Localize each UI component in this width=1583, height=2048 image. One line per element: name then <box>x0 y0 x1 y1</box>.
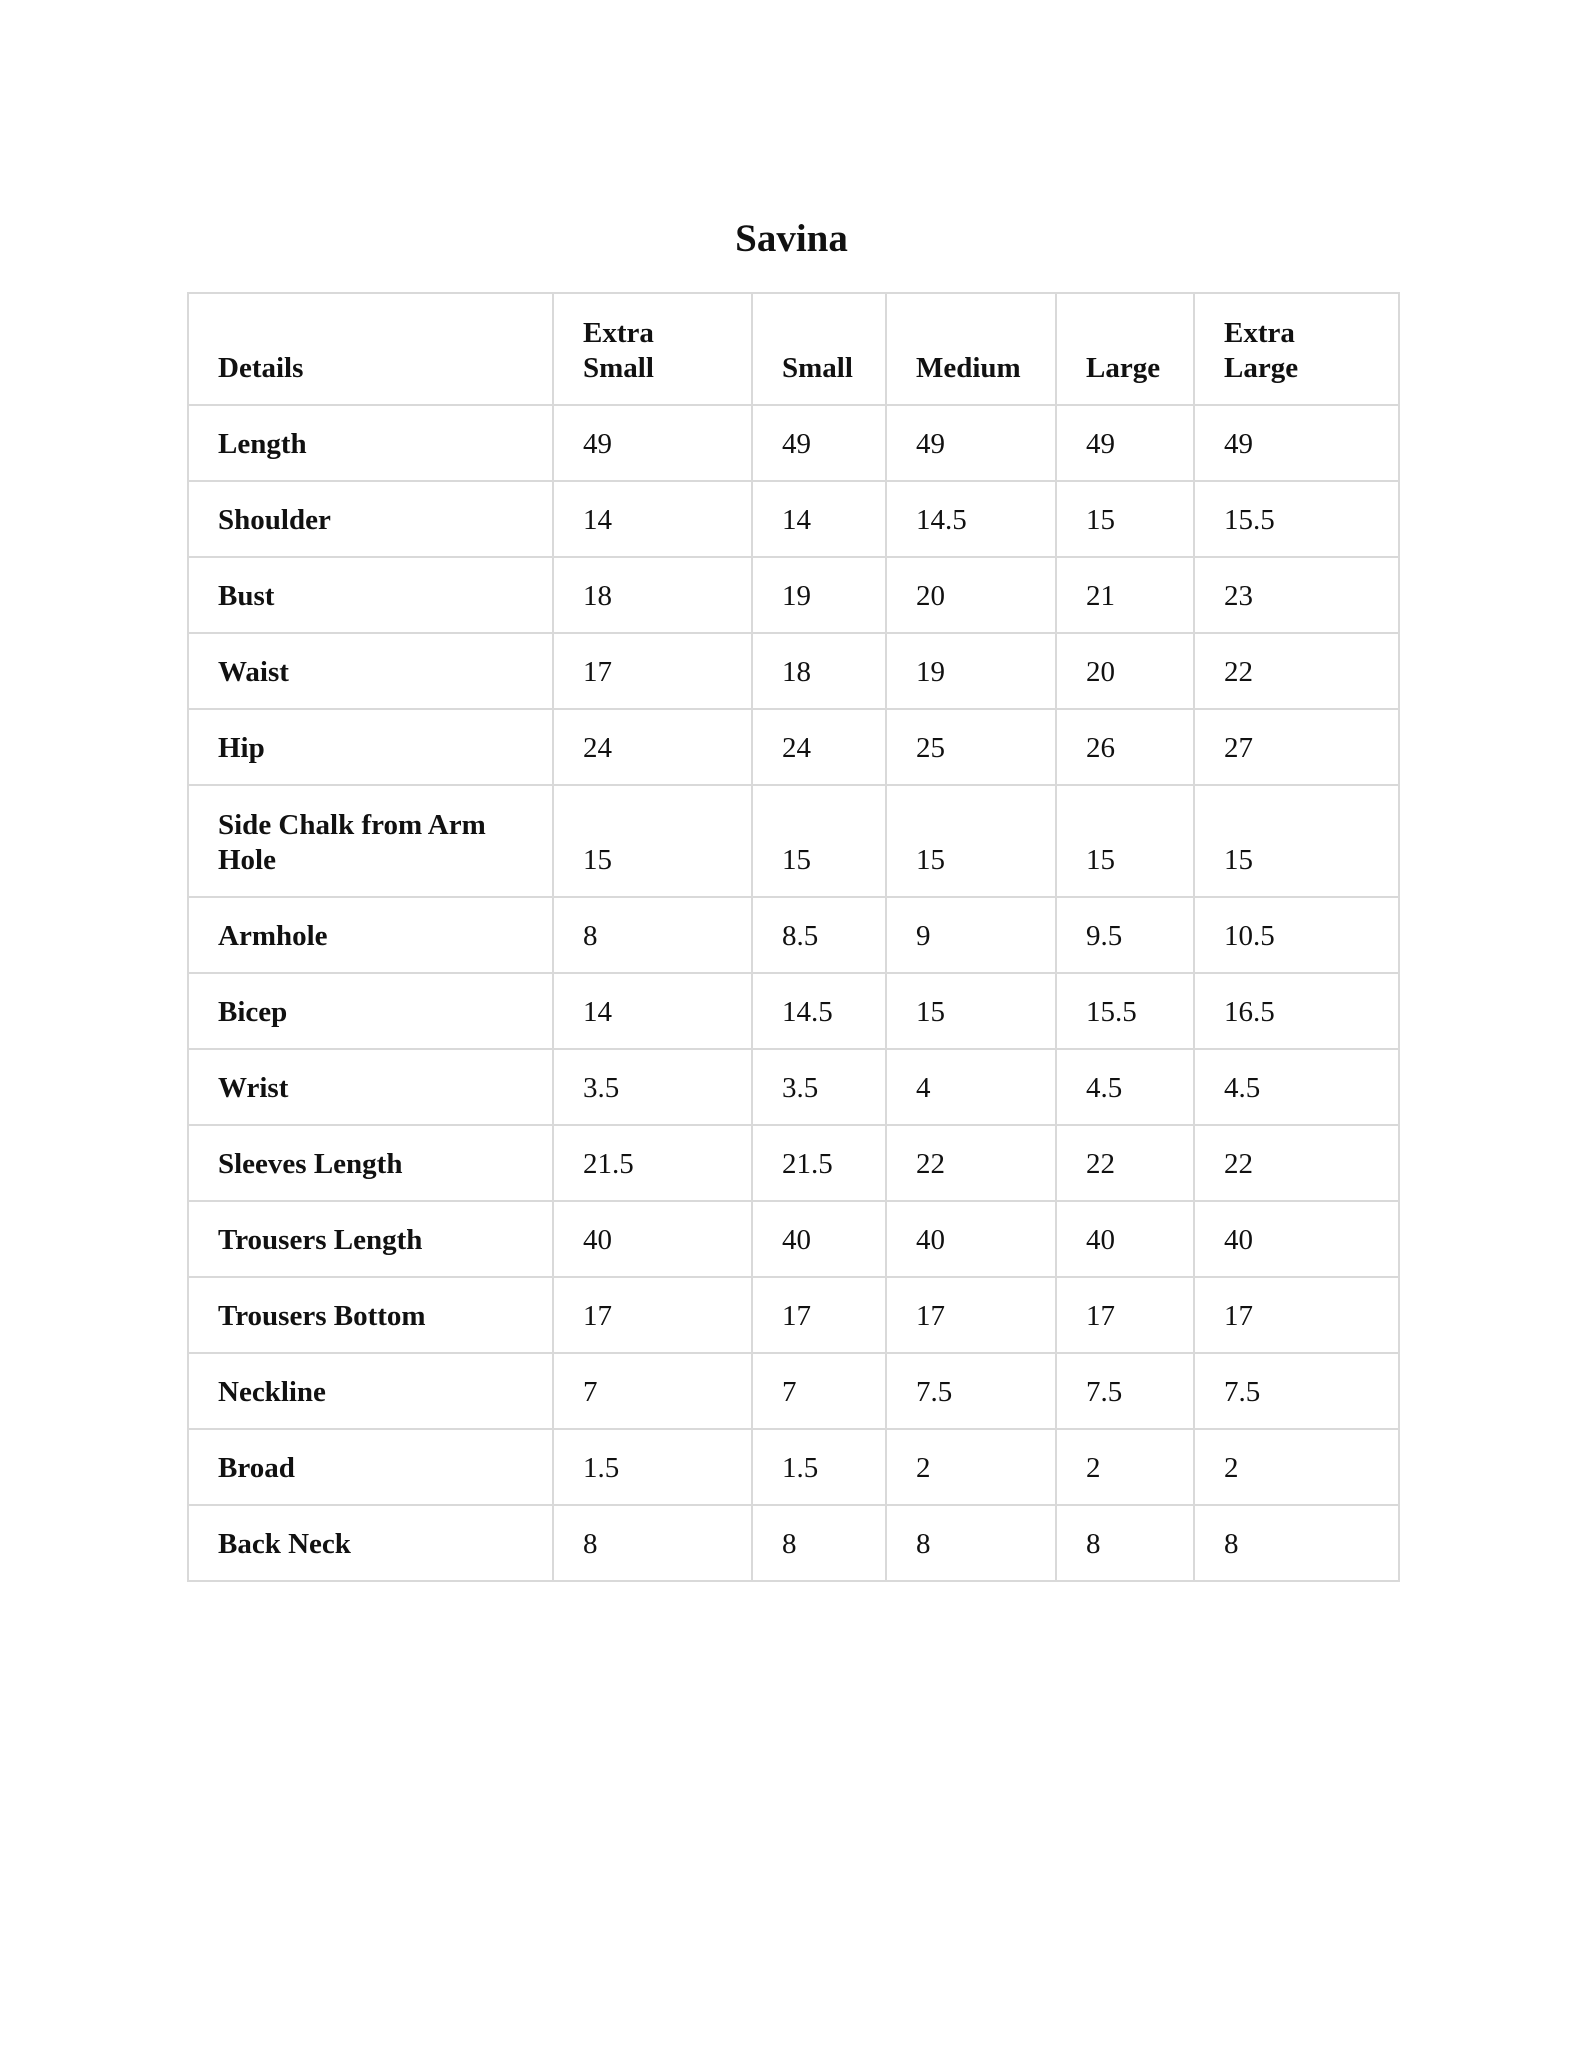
table-cell: 18 <box>752 633 886 709</box>
table-cell: 4 <box>886 1049 1056 1125</box>
column-header-small: Small <box>752 293 886 405</box>
row-label: Hip <box>188 709 553 785</box>
table-cell: 21 <box>1056 557 1194 633</box>
table-cell: 3.5 <box>752 1049 886 1125</box>
row-label: Neckline <box>188 1353 553 1429</box>
table-cell: 49 <box>752 405 886 481</box>
table-cell: 49 <box>1056 405 1194 481</box>
table-row <box>188 633 1399 709</box>
table-row <box>188 1201 1399 1277</box>
table-cell: 16.5 <box>1194 973 1399 1049</box>
table-cell: 40 <box>1194 1201 1399 1277</box>
table-cell: 2 <box>886 1429 1056 1505</box>
row-label: Armhole <box>188 897 553 973</box>
table-cell: 8 <box>553 1505 752 1581</box>
table-cell: 14.5 <box>752 973 886 1049</box>
table-row <box>188 1049 1399 1125</box>
table-cell: 7 <box>752 1353 886 1429</box>
table-cell: 8 <box>886 1505 1056 1581</box>
table-cell: 15 <box>886 785 1056 897</box>
table-cell: 49 <box>1194 405 1399 481</box>
table-cell: 20 <box>1056 633 1194 709</box>
table-row <box>188 973 1399 1049</box>
table-cell: 22 <box>1194 633 1399 709</box>
header-row <box>188 293 1399 405</box>
table-cell: 15 <box>752 785 886 897</box>
table-cell: 2 <box>1056 1429 1194 1505</box>
table-cell: 19 <box>886 633 1056 709</box>
table-cell: 8.5 <box>752 897 886 973</box>
row-label: Shoulder <box>188 481 553 557</box>
row-label: Back Neck <box>188 1505 553 1581</box>
table-body <box>188 405 1399 1581</box>
table-cell: 14 <box>553 481 752 557</box>
table-row <box>188 1277 1399 1353</box>
table-cell: 15 <box>553 785 752 897</box>
table-cell: 20 <box>886 557 1056 633</box>
table-cell: 24 <box>553 709 752 785</box>
column-header-details: Details <box>188 293 553 405</box>
row-label: Wrist <box>188 1049 553 1125</box>
table-cell: 40 <box>553 1201 752 1277</box>
table-cell: 14.5 <box>886 481 1056 557</box>
table-cell: 15 <box>1056 785 1194 897</box>
table-cell: 22 <box>1194 1125 1399 1201</box>
table-cell: 2 <box>1194 1429 1399 1505</box>
table-row <box>188 1429 1399 1505</box>
table-row <box>188 1505 1399 1581</box>
table-cell: 3.5 <box>553 1049 752 1125</box>
table-cell: 15 <box>1194 785 1399 897</box>
table-row <box>188 481 1399 557</box>
table-cell: 26 <box>1056 709 1194 785</box>
table-cell: 9 <box>886 897 1056 973</box>
row-label: Side Chalk from Arm Hole <box>188 785 553 897</box>
row-label: Broad <box>188 1429 553 1505</box>
table-cell: 17 <box>1194 1277 1399 1353</box>
table-cell: 17 <box>1056 1277 1194 1353</box>
table-cell: 19 <box>752 557 886 633</box>
table-row <box>188 1353 1399 1429</box>
table-cell: 40 <box>1056 1201 1194 1277</box>
table-cell: 1.5 <box>752 1429 886 1505</box>
row-label: Trousers Bottom <box>188 1277 553 1353</box>
table-cell: 14 <box>752 481 886 557</box>
table-cell: 15 <box>1056 481 1194 557</box>
column-header-medium: Medium <box>886 293 1056 405</box>
table-cell: 49 <box>553 405 752 481</box>
table-cell: 8 <box>752 1505 886 1581</box>
table-cell: 22 <box>886 1125 1056 1201</box>
table-cell: 21.5 <box>752 1125 886 1201</box>
table-cell: 1.5 <box>553 1429 752 1505</box>
table-cell: 14 <box>553 973 752 1049</box>
row-label: Length <box>188 405 553 481</box>
table-row <box>188 785 1399 897</box>
table-row <box>188 709 1399 785</box>
table-cell: 4.5 <box>1056 1049 1194 1125</box>
table-cell: 7 <box>553 1353 752 1429</box>
row-label: Bust <box>188 557 553 633</box>
row-label: Sleeves Length <box>188 1125 553 1201</box>
row-label: Waist <box>188 633 553 709</box>
table-row <box>188 405 1399 481</box>
table-cell: 21.5 <box>553 1125 752 1201</box>
table-cell: 24 <box>752 709 886 785</box>
size-chart-table <box>187 292 1400 1582</box>
table-row <box>188 557 1399 633</box>
table-cell: 15.5 <box>1056 973 1194 1049</box>
table-cell: 40 <box>752 1201 886 1277</box>
table-cell: 7.5 <box>886 1353 1056 1429</box>
table-cell: 8 <box>1056 1505 1194 1581</box>
table-cell: 15.5 <box>1194 481 1399 557</box>
table-cell: 40 <box>886 1201 1056 1277</box>
table-row <box>188 897 1399 973</box>
table-cell: 27 <box>1194 709 1399 785</box>
table-cell: 17 <box>553 1277 752 1353</box>
table-cell: 8 <box>553 897 752 973</box>
table-cell: 25 <box>886 709 1056 785</box>
table-cell: 49 <box>886 405 1056 481</box>
row-label: Trousers Length <box>188 1201 553 1277</box>
table-cell: 4.5 <box>1194 1049 1399 1125</box>
table-cell: 9.5 <box>1056 897 1194 973</box>
table-cell: 22 <box>1056 1125 1194 1201</box>
table-cell: 23 <box>1194 557 1399 633</box>
table-cell: 7.5 <box>1194 1353 1399 1429</box>
table-cell: 17 <box>553 633 752 709</box>
column-header-large: Large <box>1056 293 1194 405</box>
table-row <box>188 1125 1399 1201</box>
column-header-extra-large: Extra Large <box>1194 293 1399 405</box>
table-cell: 17 <box>886 1277 1056 1353</box>
row-label: Bicep <box>188 973 553 1049</box>
table-cell: 7.5 <box>1056 1353 1194 1429</box>
table-cell: 15 <box>886 973 1056 1049</box>
table-cell: 8 <box>1194 1505 1399 1581</box>
document-title: Savina <box>735 217 848 260</box>
column-header-extra-small: Extra Small <box>553 293 752 405</box>
table-cell: 10.5 <box>1194 897 1399 973</box>
table-cell: 17 <box>752 1277 886 1353</box>
table-cell: 18 <box>553 557 752 633</box>
